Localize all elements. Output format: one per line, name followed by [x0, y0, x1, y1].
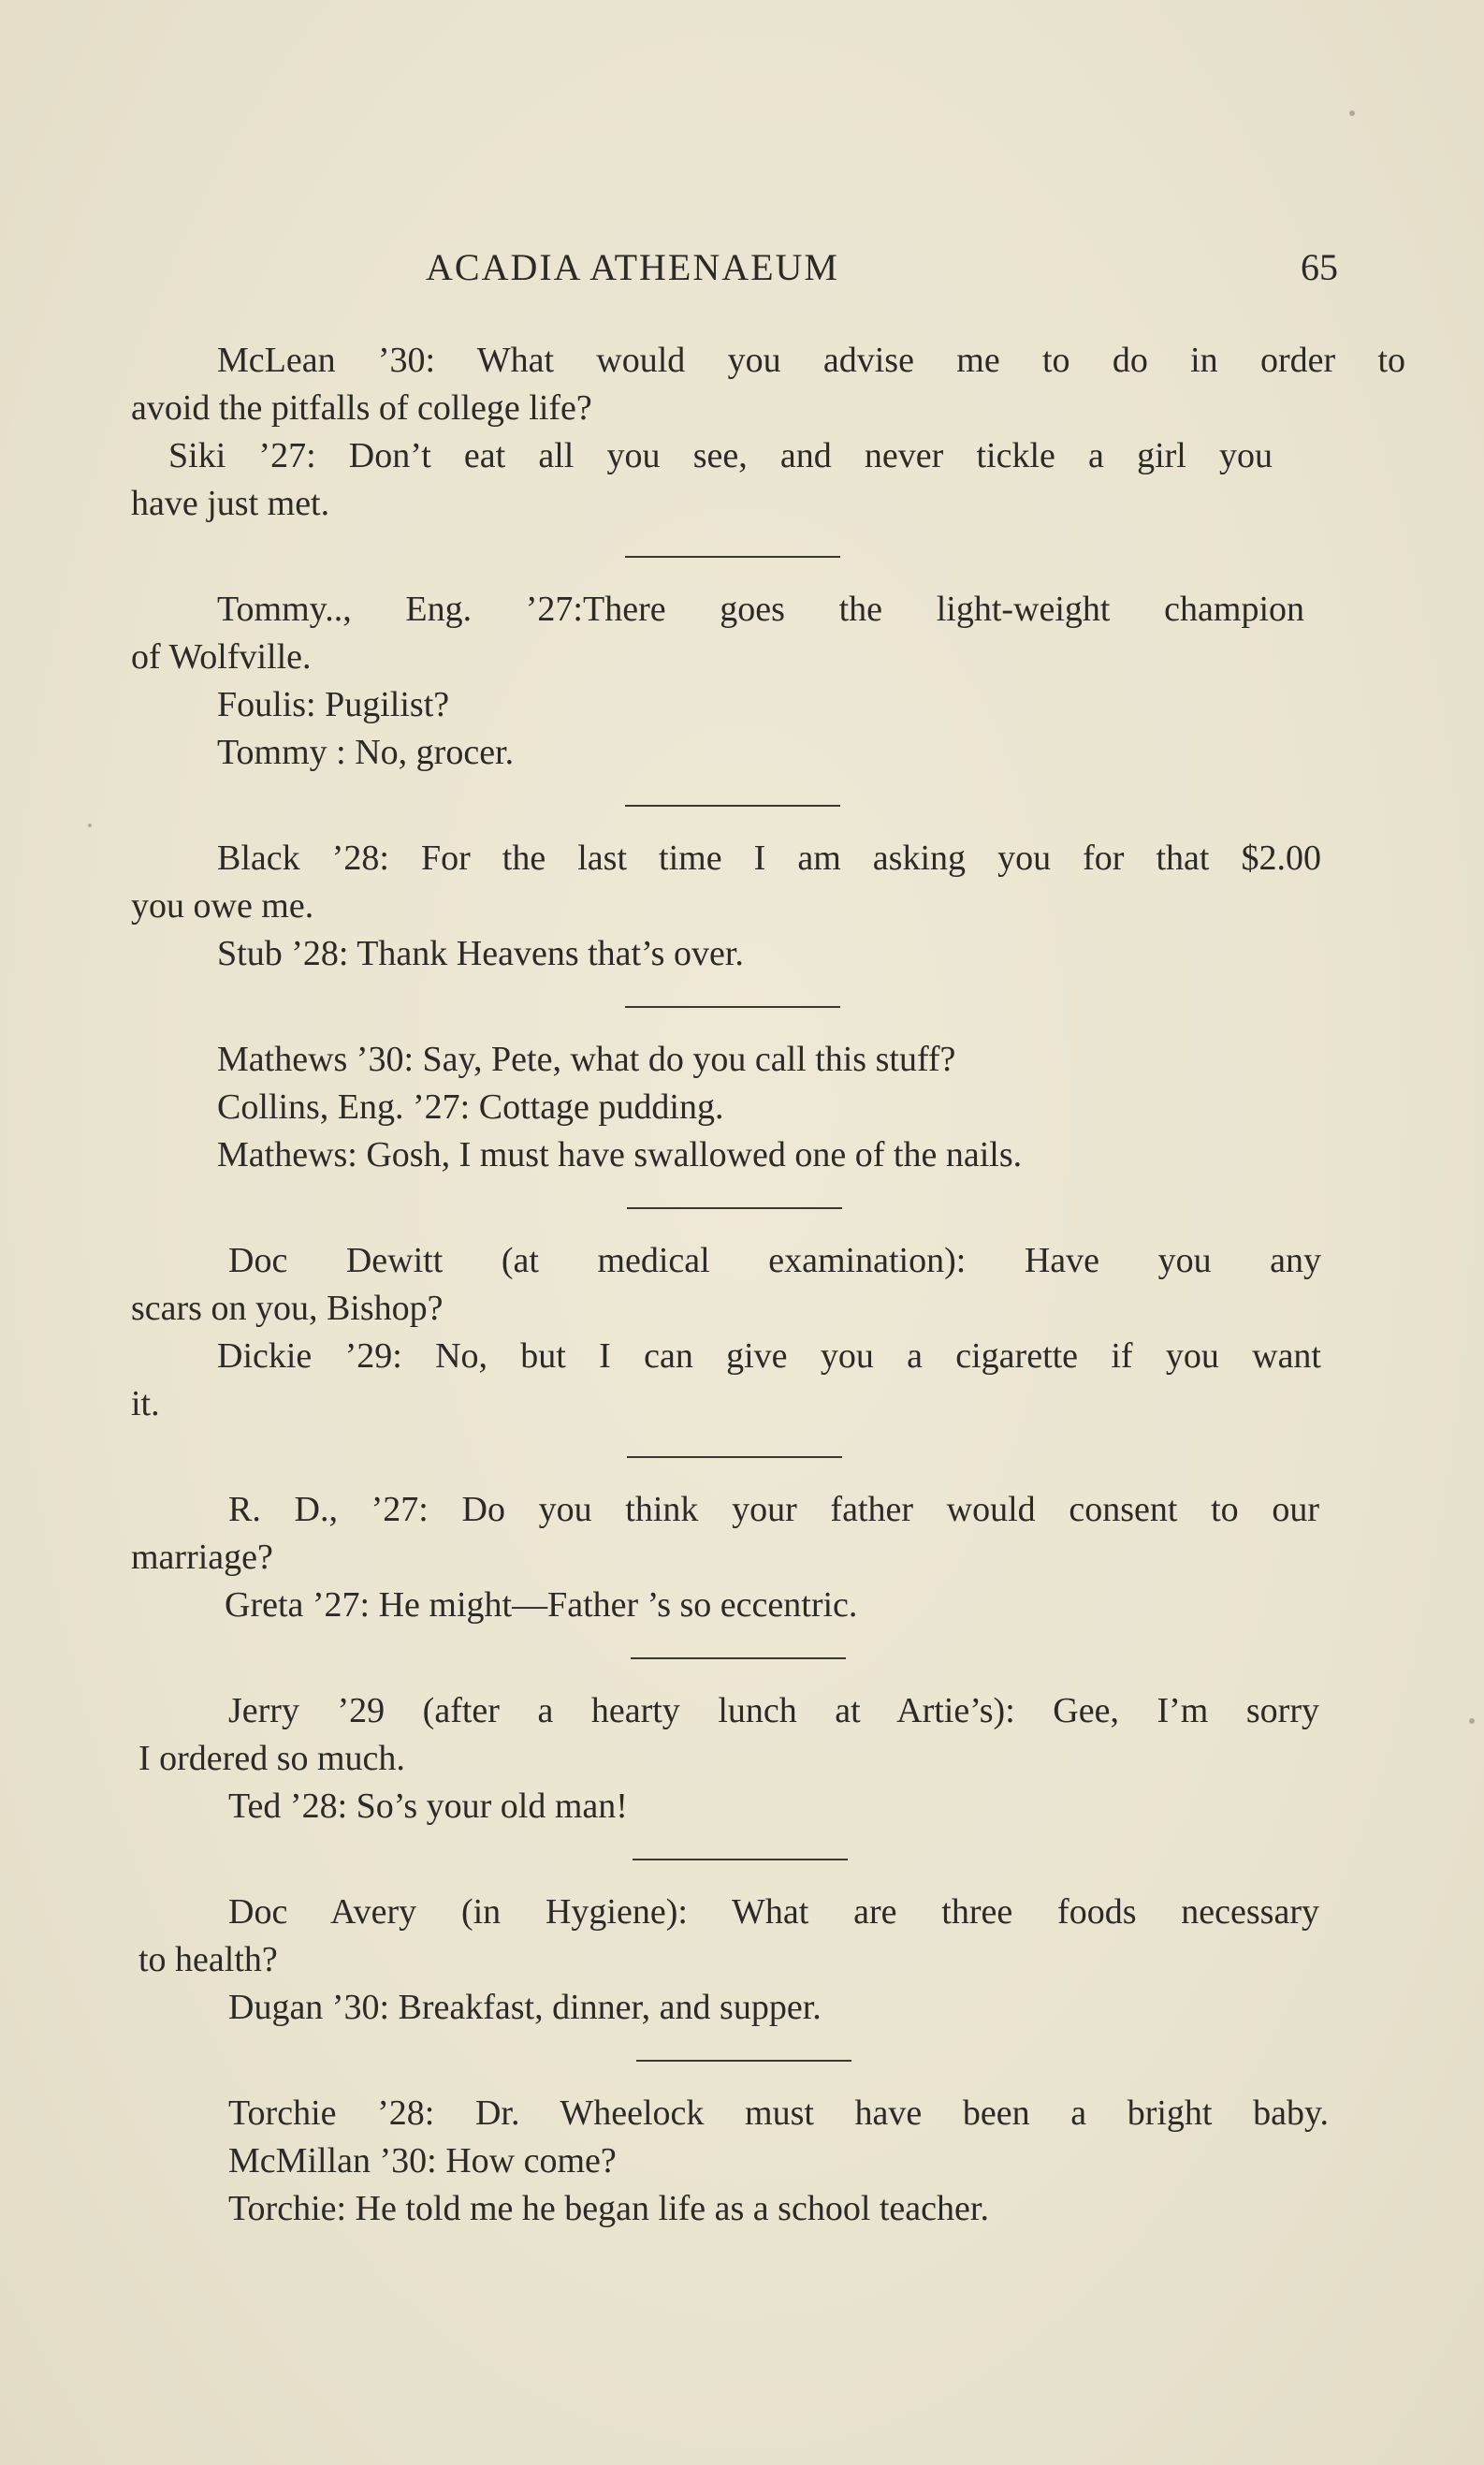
separator-rule — [627, 1207, 842, 1209]
joke-column — [131, 337, 1405, 2233]
running-title: ACADIA ATHENAEUM — [426, 246, 839, 288]
separator-rule — [631, 1657, 846, 1659]
joke-line: Foulis: Pugilist? — [217, 685, 450, 724]
joke-line: R. D., ’27: Do you think your father would consent to our — [228, 1490, 1319, 1529]
page-number: 65 — [1301, 246, 1338, 288]
joke-line: Siki ’27: Don’t eat all you see, and never tickle a girl you — [168, 436, 1273, 475]
joke-line: Stub ’28: Thank Heavens that’s over. — [217, 934, 744, 973]
joke-line: Torchie: He told me he began life as a school teacher. — [228, 2189, 989, 2228]
paper-speck — [88, 824, 92, 827]
joke-line: it. — [131, 1384, 160, 1423]
joke-line: avoid the pitfalls of college life? — [131, 388, 592, 428]
joke-line: Black ’28: For the last time I am asking you for that $2.00 — [217, 839, 1321, 878]
joke-mathews-collins — [131, 1036, 1338, 1179]
joke-jerry-ted — [131, 1687, 1338, 1831]
joke-mclean-siki — [131, 337, 1405, 528]
joke-line: Greta ’27: He might—Father ’s so eccentric. — [225, 1585, 858, 1625]
separator-rule — [625, 1006, 840, 1008]
joke-line: Mathews: Gosh, I must have swallowed one of the nails. — [217, 1135, 1023, 1174]
joke-line: Doc Dewitt (at medical examination): Have you any — [228, 1241, 1321, 1280]
joke-avery-dugan — [131, 1889, 1338, 2032]
separator-rule — [625, 805, 840, 807]
paper-speck — [1349, 110, 1355, 116]
joke-line: you owe me. — [131, 886, 314, 926]
joke-line: Dugan ’30: Breakfast, dinner, and supper. — [228, 1988, 822, 2027]
joke-line: scars on you, Bishop? — [131, 1289, 444, 1328]
joke-line: McLean ’30: What would you advise me to do in order to — [217, 341, 1405, 380]
joke-line: Dickie ’29: No, but I can give you a cigarette if you want — [217, 1336, 1321, 1376]
joke-line: Tommy : No, grocer. — [217, 733, 515, 772]
joke-line: Collins, Eng. ’27: Cottage pudding. — [217, 1087, 724, 1127]
joke-dewitt-dickie — [131, 1237, 1338, 1428]
joke-line: Torchie ’28: Dr. Wheelock must have been a bright baby. — [228, 2093, 1329, 2133]
joke-line: Jerry ’29 (after a hearty lunch at Artie’s): Gee, I’m sorry — [228, 1691, 1319, 1730]
separator-rule — [633, 1859, 848, 1860]
separator-rule — [625, 556, 840, 558]
joke-line: Tommy.., Eng. ’27:There goes the light-weight champion — [217, 590, 1304, 629]
separator-rule — [636, 2060, 851, 2062]
joke-tommy-foulis — [131, 586, 1338, 777]
joke-line: Ted ’28: So’s your old man! — [228, 1787, 628, 1826]
joke-line: Mathews ’30: Say, Pete, what do you call this stuff? — [217, 1040, 956, 1079]
joke-line: to health? — [138, 1940, 278, 1979]
joke-line: of Wolfville. — [131, 637, 312, 677]
joke-line: McMillan ’30: How come? — [228, 2141, 617, 2181]
joke-line: marriage? — [131, 1538, 273, 1577]
joke-black-stub — [131, 835, 1338, 978]
separator-rule — [627, 1456, 842, 1458]
running-head — [131, 245, 1338, 301]
joke-rd-greta — [131, 1486, 1338, 1629]
joke-torchie-mcmillan — [131, 2090, 1338, 2233]
joke-line: have just met. — [131, 484, 330, 523]
joke-line: I ordered so much. — [138, 1739, 405, 1778]
joke-line: Doc Avery (in Hygiene): What are three foods necessary — [228, 1892, 1319, 1932]
paper-speck — [1469, 1718, 1475, 1724]
